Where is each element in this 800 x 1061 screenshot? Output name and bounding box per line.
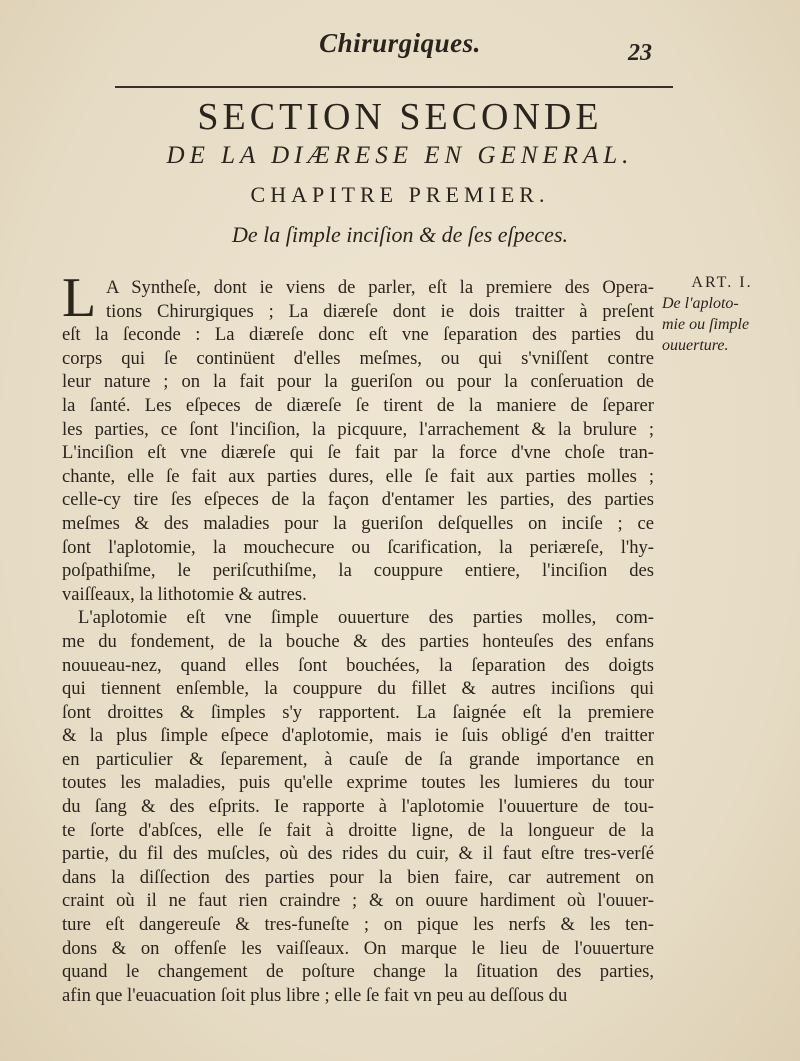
- text-line: afin que l'euacuation ſoit plus libre ; elle ſe fait vn peu au deſſous du: [62, 984, 568, 1006]
- text-line: A Syntheſe, dont ie viens de parler, eſt la premiere des Opera-: [106, 277, 654, 298]
- text-line: ſont l'aplotomie, la mouchecure ou ſcarification, la periæreſe, l'hy-: [62, 536, 654, 558]
- margin-note-line: mie ou ſimple: [662, 316, 750, 333]
- section-title: SECTION SECONDE: [197, 96, 603, 138]
- margin-note-line: De l'aploto-: [662, 295, 739, 312]
- text-line: craint où il ne faut rien craindre ; & on ouure hardiment où l'ouuer-: [62, 890, 654, 912]
- text-line: partie, du fil des muſcles, où des rides du cuir, & il faut eſtre tres-verſé: [62, 843, 654, 865]
- drop-cap: L: [62, 267, 97, 329]
- text-line: me du fondement, de la bouche & des parties honteuſes des enfans: [62, 630, 654, 652]
- text-line: ture eſt dangereuſe & tres-funeſte ; on pique les nerfs & les ten-: [62, 914, 654, 936]
- chapter-subtitle: De la ſimple inciſion & de ſes eſpeces.: [231, 222, 568, 247]
- text-line: chante, elle ſe fait aux parties dures, elle ſe fait aux parties molles ;: [62, 465, 654, 487]
- margin-article: ART. I.: [691, 274, 753, 291]
- text-line: ſont droittes & ſimples s'y rapportent. La ſaignée eſt la premiere: [62, 701, 654, 723]
- section-subtitle: DE LA DIÆRESE EN GENERAL.: [166, 142, 634, 169]
- text-line: tions Chirurgiques ; La diæreſe dont ie dois traitter à preſent: [106, 300, 654, 322]
- text-line: quand le changement de poſture change la ſituation des parties,: [62, 961, 654, 983]
- chapter-heading: CHAPITRE PREMIER.: [250, 182, 550, 207]
- margin-note-line: ouuerture.: [662, 337, 729, 354]
- text-line: leur nature ; on la fait pour la gueriſon ou pour la conſeruation de: [62, 371, 654, 393]
- text-line: nouueau-nez, quand elles ſont bouchées, la ſeparation des doigts: [62, 654, 654, 676]
- body-text: [62, 276, 654, 1007]
- running-title: Chirurgiques.: [319, 28, 481, 58]
- text-line: corps qui ſe continüent d'elles meſmes, ou qui s'vniſſent contre: [62, 347, 654, 369]
- text-line: meſmes & des maladies pour la gueriſon deſquelles on inciſe ; ce: [62, 512, 654, 534]
- text-line: dans la diſſection des parties pour la bien faire, car autrement on: [62, 866, 654, 888]
- text-line: en particulier & ſeparement, à cauſe de ſa grande importance en: [62, 748, 654, 770]
- page-number: 23: [628, 40, 652, 66]
- text-line: toutes les maladies, puis qu'elle exprime toutes les lumieres du tour: [62, 772, 654, 794]
- text-line: la ſanté. Les eſpeces de diæreſe ſe tirent de la maniere de ſeparer: [62, 394, 654, 416]
- text-line: te ſorte d'abſces, elle ſe fait à droitte ligne, de la longueur de la: [62, 819, 654, 841]
- text-line: du ſang & des eſprits. Ie rapporte à l'aplotomie l'ouuerture de tou-: [62, 796, 654, 818]
- text-line: dons & on offenſe les vaiſſeaux. On marque le lieu de l'ouuerture: [62, 937, 654, 959]
- text-line: celle-cy tire ſes eſpeces de la façon d'entamer les parties, des parties: [62, 489, 654, 511]
- text-line: L'inciſion eſt vne diæreſe qui ſe fait par la force d'vne choſe tran-: [62, 442, 654, 464]
- text-line: les parties, ce ſont l'inciſion, la picquure, l'arrachement & la brulure ;: [62, 418, 654, 440]
- text-line: & la plus ſimple eſpece d'aplotomie, mais ie ſuis obligé d'en traitter: [62, 725, 654, 747]
- header-rule: [115, 86, 673, 88]
- text-line: L'aplotomie eſt vne ſimple ouuerture des parties molles, com-: [78, 607, 654, 629]
- text-line: poſpathiſme, le periſcuthiſme, la couppure entiere, l'inciſion des: [62, 560, 654, 582]
- text-line: qui tiennent enſemble, la couppure du fillet & autres inciſions qui: [62, 678, 654, 700]
- text-line: vaiſſeaux, la lithotomie & autres.: [62, 583, 307, 605]
- text-line: eſt la ſeconde : La diæreſe donc eſt vne ſeparation des parties du: [62, 324, 654, 346]
- margin-note: [662, 272, 782, 356]
